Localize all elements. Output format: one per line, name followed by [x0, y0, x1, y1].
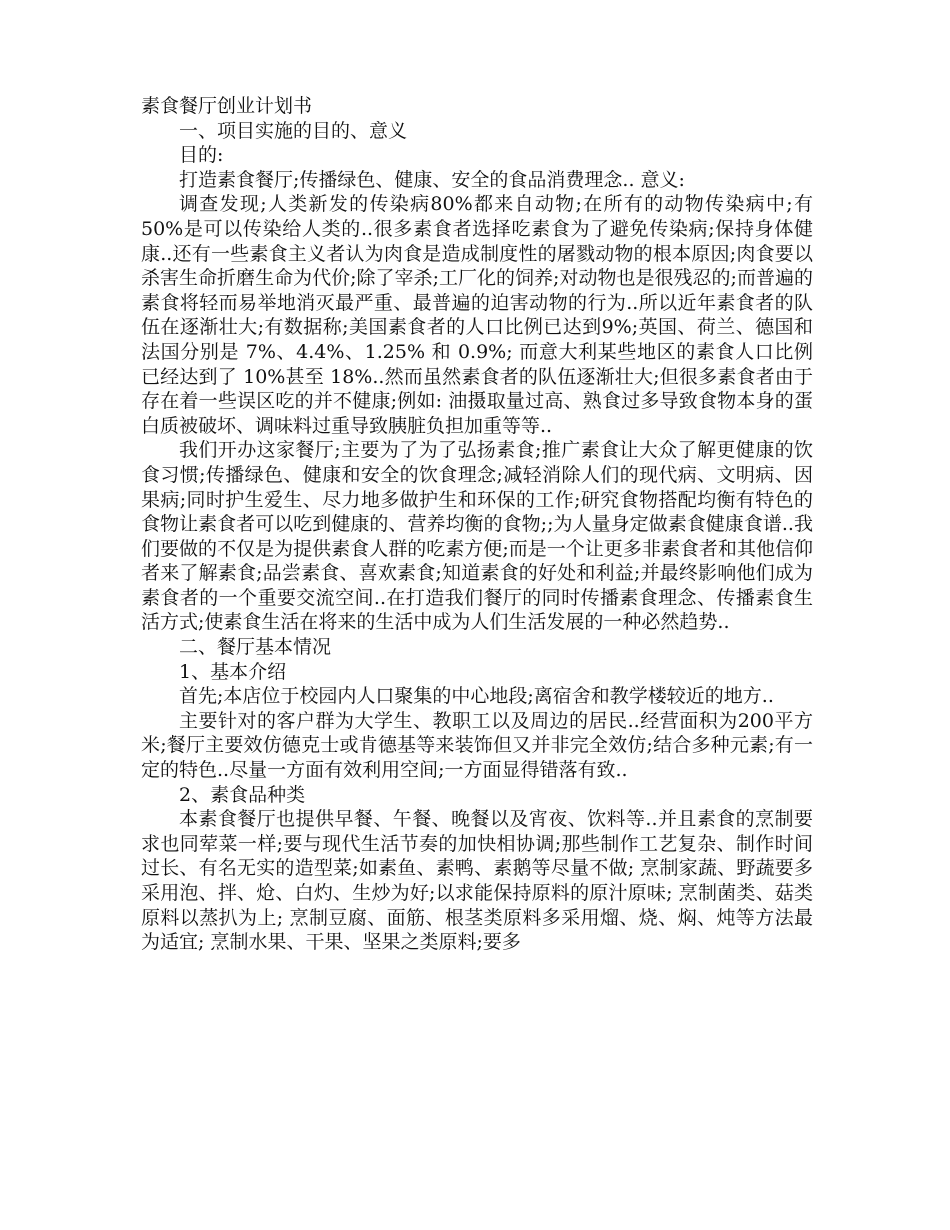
paragraph-mission: 我们开办这家餐厅;主要为了为了弘扬素食;推广素食让大众了解更健康的饮食习惯;传播绿色、健康和安全的饮食理念;减轻消除人们的现代病、文明病、因果病;同时护生爱生、尽力地多做护生和环保的工作;研究食物搭配均衡有特色的食物让素食者可以吃到健康的、营养均衡的食物;;为人量身定做素食健康食谱..我们要做的不仅是为提供素食人群的吃素方便;而是一个让更多非素食者和其他信仰者来了解素食;品尝素食、喜欢素食;知道素食的好处和利益;并最终影响他们成为素食者的一个重要交流空间..在打造我们餐厅的同时传播素食理念、传播素食生活方式;使素食生活在将来的生活中成为人们生活发展的一种必然趋势..: [141, 439, 813, 634]
document-title: 素食餐厅创业计划书: [141, 95, 313, 117]
paragraph-location: 首先;本店位于校园内人口聚集的中心地段;离宿舍和教学楼较近的地方..: [179, 685, 774, 708]
subheading-food-types: 2、素食品种类: [179, 783, 306, 806]
section-heading-basics: 二、餐厅基本情况: [179, 636, 332, 659]
section-heading-purpose: 一、项目实施的目的、意义: [179, 119, 408, 142]
paragraph-survey: 调查发现;人类新发的传染病80%都来自动物;在所有的动物传染病中;有50%是可以传染给人类的..很多素食者选择吃素食为了避免传染病;保持身体健康..还有一些素食主义者认为肉食是造成制度性的屠戮动物的根本原因;肉食要以杀害生命折磨生命为代价;除了宰杀;工厂化的饲养;对动物也是很残忍的;而普遍的素食将轻而易举地消灭最严重、最普遍的迫害动物的行为..所以近年素食者的队伍在逐渐壮大;有数据称;美国素食者的人口比例已达到9%;英国、荷兰、德国和法国分别是 7%、4.4%、1.25% 和 0.9%; 而意大利某些地区的素食人口比例已经达到了 10%甚至 18%..然而虽然素食者的队伍逐渐壮大;但很多素食者由于存在着一些误区吃的并不健康;例如: 油摄取量过高、熟食过多导致食物本身的蛋白质被破坏、调味料过重导致胰脏负担加重等等..: [141, 193, 813, 437]
paragraph-goal: 打造素食餐厅;传播绿色、健康、安全的食品消费理念.. 意义:: [179, 168, 685, 191]
document-page: [141, 94, 813, 955]
paragraph-customers: 主要针对的客户群为大学生、教职工以及周边的居民..经营面积为200平方米;餐厅主要效仿德克士或肯德基等来装饰但又并非完全效仿;结合多种元素;有一定的特色..尽量一方面有效利用空间;一方面显得错落有致..: [141, 709, 813, 782]
paragraph-menu: 本素食餐厅也提供早餐、午餐、晚餐以及宵夜、饮料等..并且素食的烹制要求也同荤菜一样;要与现代生活节奏的加快相协调;那些制作工艺复杂、制作时间过长、有名无实的造型菜;如素鱼、素鸭、素鹅等尽量不做; 烹制家蔬、野蔬要多采用泡、拌、炝、白灼、生炒为好;以求能保持原料的原汁原味; 烹制菌类、菇类原料以蒸扒为上; 烹制豆腐、面筋、根茎类原料多采用熘、烧、焖、炖等方法最为适宜; 烹制水果、干果、坚果之类原料;要多: [141, 808, 813, 954]
subheading-introduction: 1、基本介绍: [179, 660, 287, 683]
subheading-goal: 目的:: [179, 144, 224, 167]
